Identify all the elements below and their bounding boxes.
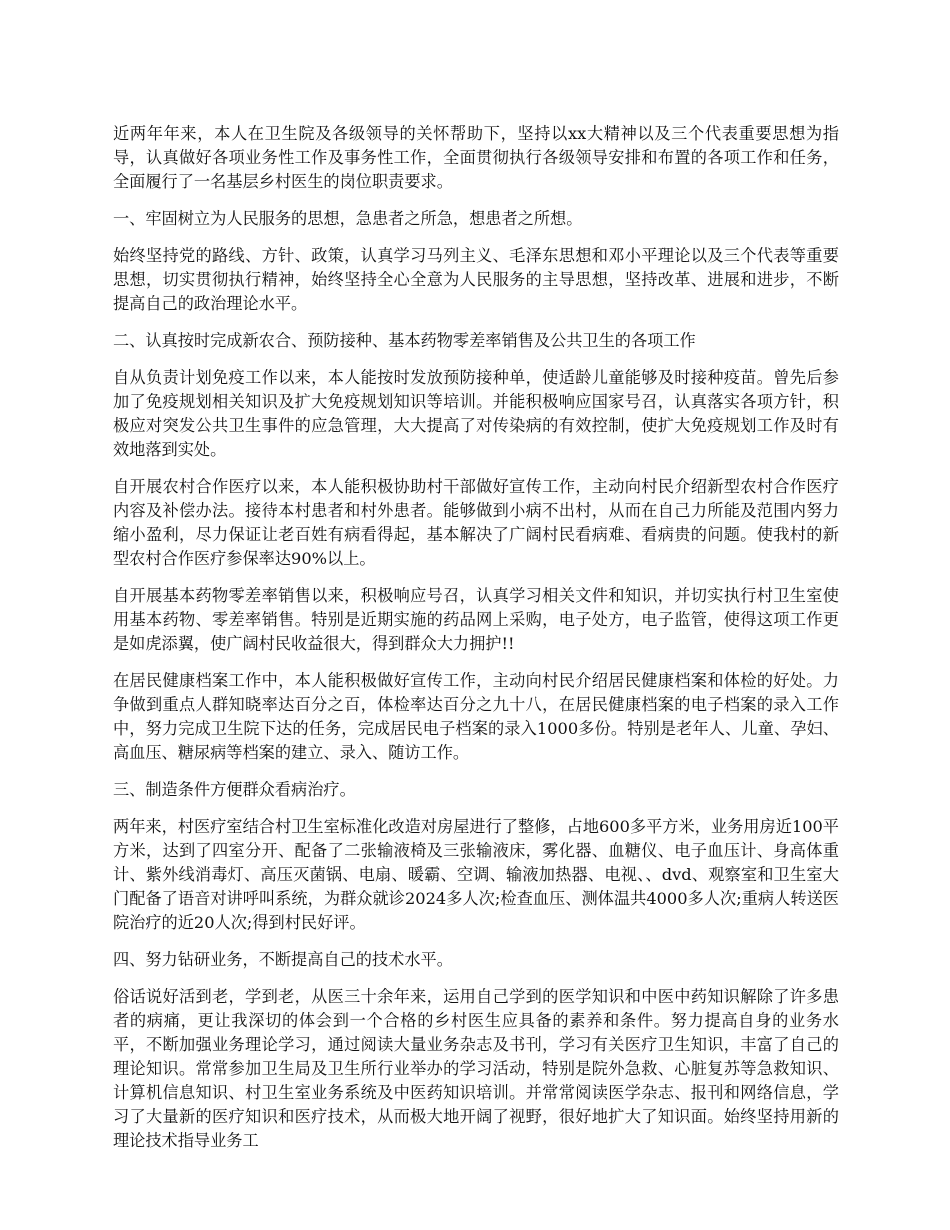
- paragraph-health-records: 在居民健康档案工作中，本人能积极做好宣传工作，主动向村民介绍居民健康档案和体检的好处。力争做到重点人群知晓率达百分之百，体检率达百分之九十八，在居民健康档案的电子档案的录入工作中，努力完成卫生院下达的任务，完成居民电子档案的录入1000多份。特别是老年人、儿童、孕妇、高血压、糖尿病等档案的建立、录入、随访工作。: [113, 671, 839, 762]
- section-heading-4: 四、努力钻研业务，不断提高自己的技术水平。: [113, 950, 453, 969]
- section-heading-2: 二、认真按时完成新农合、预防接种、基本药物零差率销售及公共卫生的各项工作: [113, 331, 696, 350]
- paragraph-professional-study: 俗话说好活到老，学到老，从医三十余年来，运用自己学到的医学知识和中医中药知识解除了许多患者的病痛，更让我深切的体会到一个合格的乡村医生应具备的素养和条件。努力提高自身的业务水平，不断加强业务理论学习，通过阅读大量业务杂志及书刊，学习有关医疗卫生知识，丰富了自己的理论知识。常常参加卫生局及卫生所行业举办的学习活动，特别是院外急救、心脏复苏等急救知识、计算机信息知识、村卫生室业务系统及中医药知识培训。并常常阅读医学杂志、报刊和网络信息，学习了大量新的医疗知识和医疗技术，从而极大地开阔了视野，很好地扩大了知识面。始终坚持用新的理论技术指导业务工: [113, 987, 839, 1150]
- document-page: [113, 122, 839, 1166]
- paragraph-rural-cooperative-medical: 自开展农村合作医疗以来，本人能积极协助村干部做好宣传工作，主动向村民介绍新型农村合作医疗内容及补偿办法。接待本村患者和村外患者。能够做到小病不出村，从而在自己力所能及范围内努力缩小盈利，尽力保证让老百姓有病看得起，基本解决了广阔村民看病难、看病贵的问题。使我村的新型农村合作医疗参保率达90%以上。: [113, 477, 839, 568]
- section-heading-3: 三、制造条件方便群众看病治疗。: [113, 780, 356, 799]
- paragraph-essential-drugs: 自开展基本药物零差率销售以来，积极响应号召，认真学习相关文件和知识，并切实执行村卫生室使用基本药物、零差率销售。特别是近期实施的药品网上采购，电子处方，电子监管，使得这项工作更是如虎添翼，使广阔村民收益很大，得到群众大力拥护!!: [113, 586, 839, 653]
- paragraph-immunization: 自从负责计划免疫工作以来，本人能按时发放预防接种单，使适龄儿童能够及时接种疫苗。曾先后参加了免疫规划相关知识及扩大免疫规划知识等培训。并能积极响应国家号召，认真落实各项方针，积极应对突发公共卫生事件的应急管理，大大提高了对传染病的有效控制，使扩大免疫规划工作及时有效地落到实处。: [113, 368, 839, 459]
- section-heading-1: 一、牢固树立为人民服务的思想，急患者之所急，想患者之所想。: [113, 209, 583, 228]
- paragraph-facilities: 两年来，村医疗室结合村卫生室标准化改造对房屋进行了整修，占地600多平方米，业务用房近100平方米，达到了四室分开、配备了二张输液椅及三张输液床，雾化器、血糖仪、电子血压计、身高体重计、紫外线消毒灯、高压灭菌锅、电扇、暖霸、空调、输液加热器、电视、、dvd、观察室和卫生室大门配备了语音对讲呼叫系统，为群众就诊2024多人次;检查血压、测体温共4000多人次;重病人转送医院治疗的近20人次;得到村民好评。: [113, 817, 839, 932]
- paragraph-political-study: 始终坚持党的路线、方针、政策，认真学习马列主义、毛泽东思想和邓小平理论以及三个代表等重要思想，切实贯彻执行精神，始终坚持全心全意为人民服务的主导思想，坚持改革、进展和进步，不断提高自己的政治理论水平。: [113, 246, 839, 313]
- intro-paragraph: 近两年年来，本人在卫生院及各级领导的关怀帮助下，坚持以xx大精神以及三个代表重要思想为指导，认真做好各项业务性工作及事务性工作，全面贯彻执行各级领导安排和布置的各项工作和任务，全面履行了一名基层乡村医生的岗位职责要求。: [113, 124, 839, 191]
